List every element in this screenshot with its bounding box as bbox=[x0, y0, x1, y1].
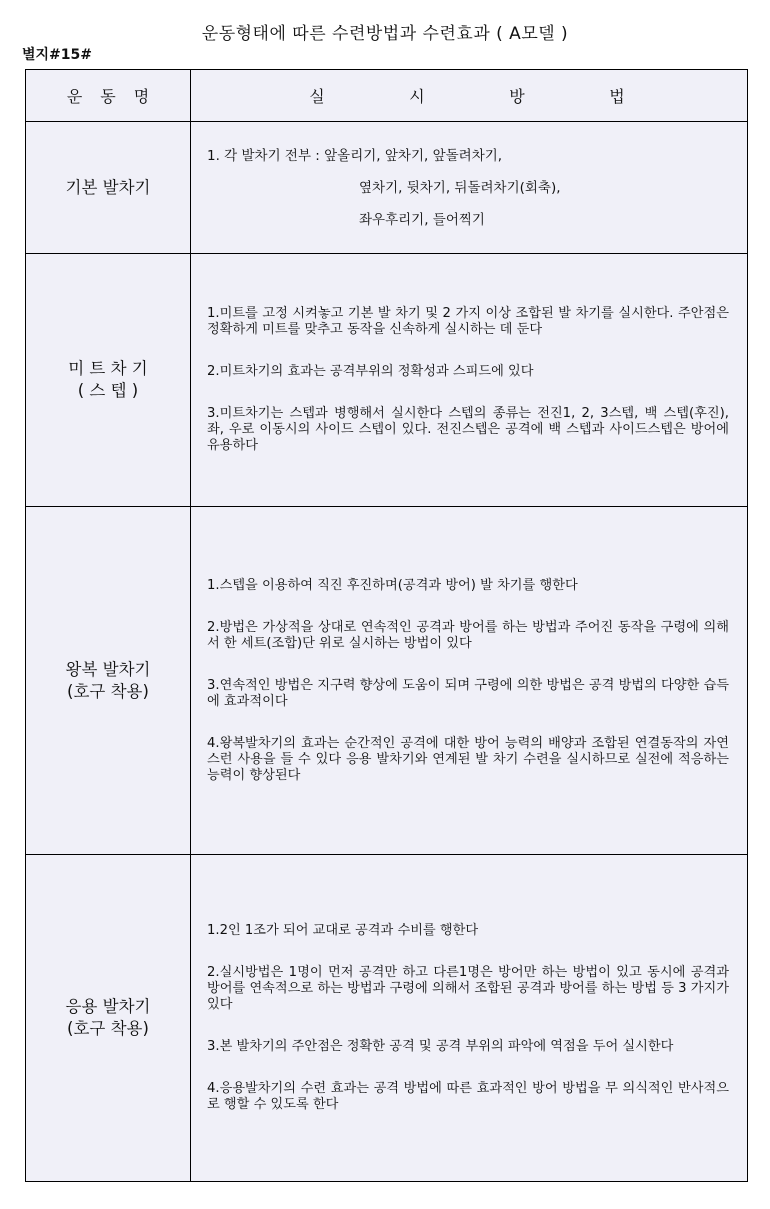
document-title: 운동형태에 따른 수련방법과 수련효과 ( A모델 ) bbox=[201, 24, 569, 44]
table-header-row bbox=[26, 70, 748, 122]
exercise-name-cell bbox=[26, 254, 191, 507]
method-line: 좌우후리기, 들어찍기 bbox=[359, 211, 485, 228]
exercise-name: 미 트 차 기 bbox=[68, 359, 148, 378]
exercise-subname: ( 스 텝 ) bbox=[77, 381, 139, 400]
exercise-name: 기본 발차기 bbox=[65, 177, 151, 197]
method-paragraph: 1.2인 1조가 되어 교대로 공격과 수비를 행한다 bbox=[207, 923, 479, 938]
exercise-name-cell bbox=[26, 507, 191, 855]
header-method-char: 실 bbox=[309, 87, 329, 106]
method-paragraph: 3.본 발차기의 주안점은 정확한 공격 및 공격 부위의 파악에 역점을 두어 실시한다 bbox=[207, 1039, 674, 1054]
method-line: 옆차기, 뒷차기, 뒤돌려차기(회축), bbox=[359, 179, 561, 196]
exercise-name-cell bbox=[26, 122, 191, 254]
header-method-char: 시 bbox=[409, 87, 429, 106]
exercise-subname: (호구 착용) bbox=[67, 681, 149, 701]
method-cell bbox=[191, 254, 748, 507]
method-paragraph: 3.미트차기는 스텝과 병행해서 실시한다 스텝의 종류는 전진1, 2, 3스텝, 백 스텝(후진), 좌, 우로 이동시의 사이드 스텝이 있다. 전진스텝은 공격에 백 스텝과 사이드스텝은 방어에 유용하다 bbox=[207, 406, 729, 453]
attachment-label: 별지#15# bbox=[22, 47, 92, 63]
training-method-table bbox=[25, 69, 748, 1182]
header-method-char: 법 bbox=[609, 87, 629, 106]
method-cell bbox=[191, 507, 748, 855]
method-paragraph: 4.응용발차기의 수련 효과는 공격 방법에 따른 효과적인 방어 방법을 무 의식적인 반사적으로 행할 수 있도록 한다 bbox=[207, 1081, 729, 1112]
method-paragraph: 3.연속적인 방법은 지구력 향상에 도움이 되며 구령에 의한 방법은 공격 방법의 다양한 습득에 효과적이다 bbox=[207, 677, 729, 709]
header-method bbox=[191, 70, 748, 122]
method-paragraph: 2.실시방법은 1명이 먼저 공격만 하고 다른1명은 방어만 하는 방법이 있고 동시에 공격과 방어를 연속적으로 하는 방법과 구령에 의해서 조합된 공격과 방어를 하는 방법 등 3 가지가 있다 bbox=[207, 965, 729, 1012]
header-method-char: 방 bbox=[509, 87, 529, 106]
method-paragraph: 1.미트를 고정 시켜놓고 기본 발 차기 및 2 가지 이상 조합된 발 차기를 실시한다. 주안점은 정확하게 미트를 맞추고 동작을 신속하게 실시하는 데 둔다 bbox=[207, 306, 729, 337]
method-line: 1. 각 발차기 전부 : 앞올리기, 앞차기, 앞돌려차기, bbox=[207, 147, 503, 164]
table-row-shuttle-kick bbox=[26, 507, 748, 855]
method-paragraph: 2.방법은 가상적을 상대로 연속적인 공격과 방어를 하는 방법과 주어진 동작을 구령에 의해서 한 세트(조합)단 위로 실시하는 방법이 있다 bbox=[207, 619, 729, 651]
table-row-basic-kick bbox=[26, 122, 748, 254]
table-row-applied-kick bbox=[26, 855, 748, 1182]
exercise-name-cell bbox=[26, 855, 191, 1182]
method-paragraph: 1.스텝을 이용하여 직진 후진하며(공격과 방어) 발 차기를 행한다 bbox=[207, 577, 578, 593]
header-exercise-name: 운동명 bbox=[26, 70, 191, 122]
exercise-name: 왕복 발차기 bbox=[65, 659, 151, 679]
method-paragraph: 4.왕복발차기의 효과는 순간적인 공격에 대한 방어 능력의 배양과 조합된 연결동작의 자연스런 사용을 들 수 있다 응용 발차기와 연계된 발 차기 수련을 실시하므로 실전에 적응하는 능력이 향상된다 bbox=[207, 735, 729, 783]
table-row-mitt-kick bbox=[26, 254, 748, 507]
method-paragraph: 2.미트차기의 효과는 공격부위의 정확성과 스피드에 있다 bbox=[207, 364, 534, 379]
exercise-subname: (호구 착용) bbox=[67, 1019, 149, 1038]
method-cell bbox=[191, 122, 748, 254]
method-cell bbox=[191, 855, 748, 1182]
exercise-name: 응용 발차기 bbox=[65, 997, 151, 1016]
